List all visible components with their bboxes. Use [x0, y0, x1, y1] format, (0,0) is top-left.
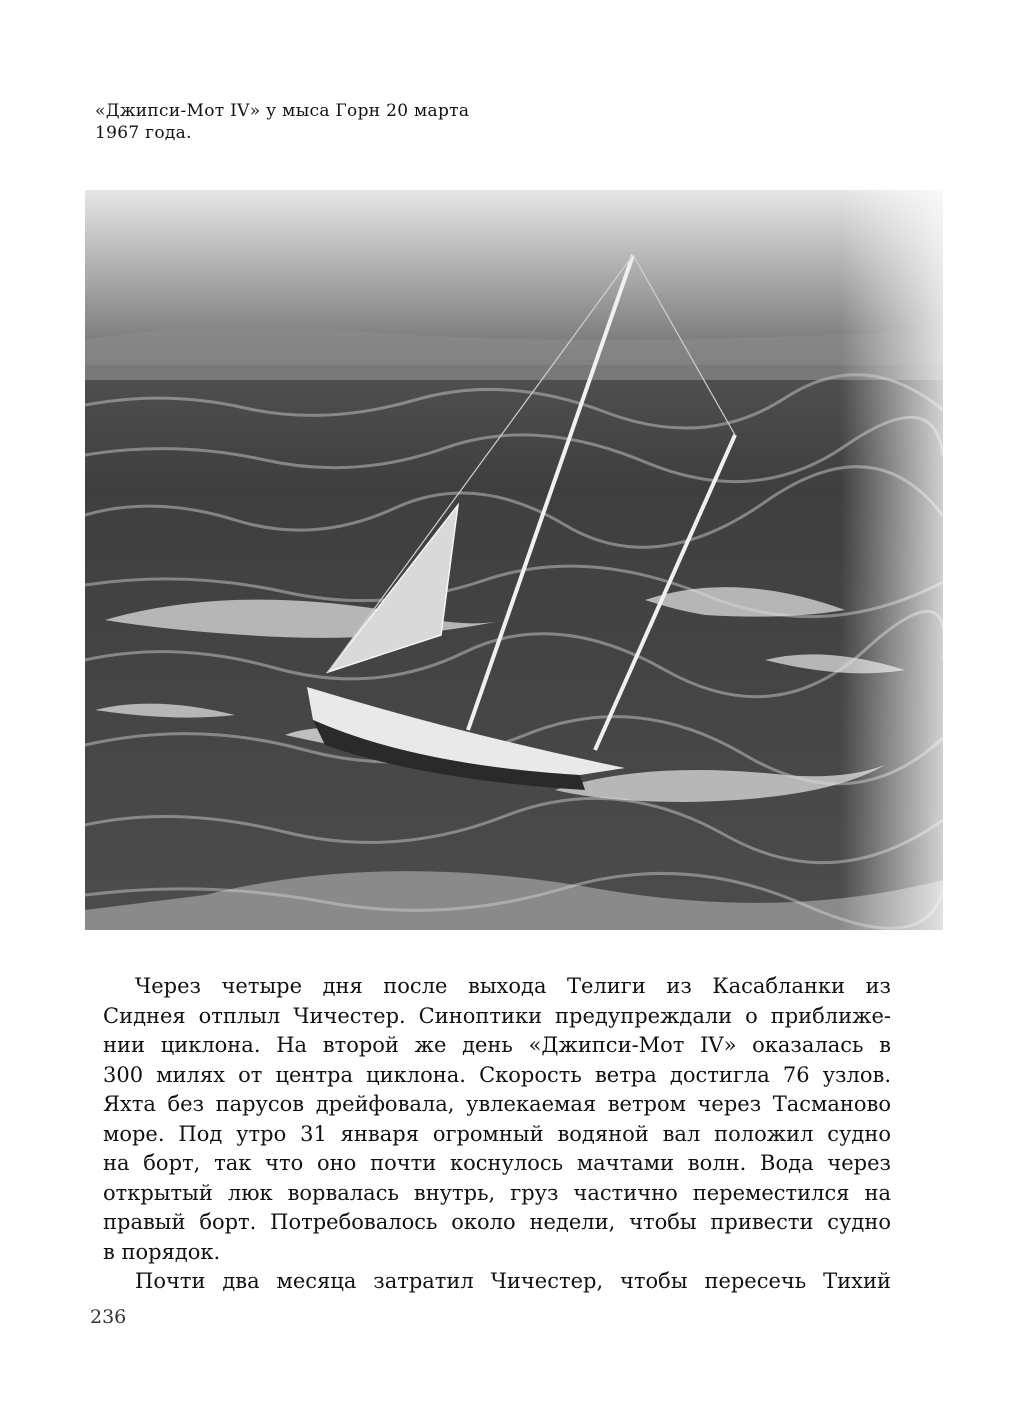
photo-caption: [95, 100, 535, 144]
caption-line-2: 1967 года.: [95, 123, 192, 143]
yacht-photo: [85, 190, 943, 930]
text-line: правый борт. Потребовалось около недели, чтобы привести судно: [103, 1210, 891, 1234]
text-line: в порядок.: [103, 1239, 221, 1264]
text-line: Сиднея отплыл Чичестер. Синоптики предупреждали о приближе-: [103, 1003, 891, 1028]
text-line: море. Под утро 31 января огромный водяной вал положил судно: [103, 1121, 891, 1146]
text-line: Через четыре дня после выхода Телиги из Касабланки из: [135, 974, 891, 998]
text-line: 300 милях от центра циклона. Скорость ветра достигла 76 узлов.: [103, 1062, 891, 1087]
page-number: 236: [90, 1306, 127, 1328]
body-text: [103, 972, 891, 1297]
text-line: открытый люк ворвалась внутрь, груз частично переместился на: [103, 1180, 891, 1205]
text-line: на борт, так что оно почти коснулось мачтами волн. Вода через: [103, 1151, 891, 1175]
text-line: нии циклона. На второй же день «Джипси-Мот IV» оказалась в: [103, 1033, 891, 1057]
caption-line-1: «Джипси-Мот IV» у мыса Горн 20 марта: [95, 101, 470, 121]
text-line: Яхта без парусов дрейфовала, увлекаемая ветром через Тасманово: [103, 1092, 891, 1116]
text-line: Почти два месяца затратил Чичестер, чтобы пересечь Тихий: [135, 1269, 891, 1293]
